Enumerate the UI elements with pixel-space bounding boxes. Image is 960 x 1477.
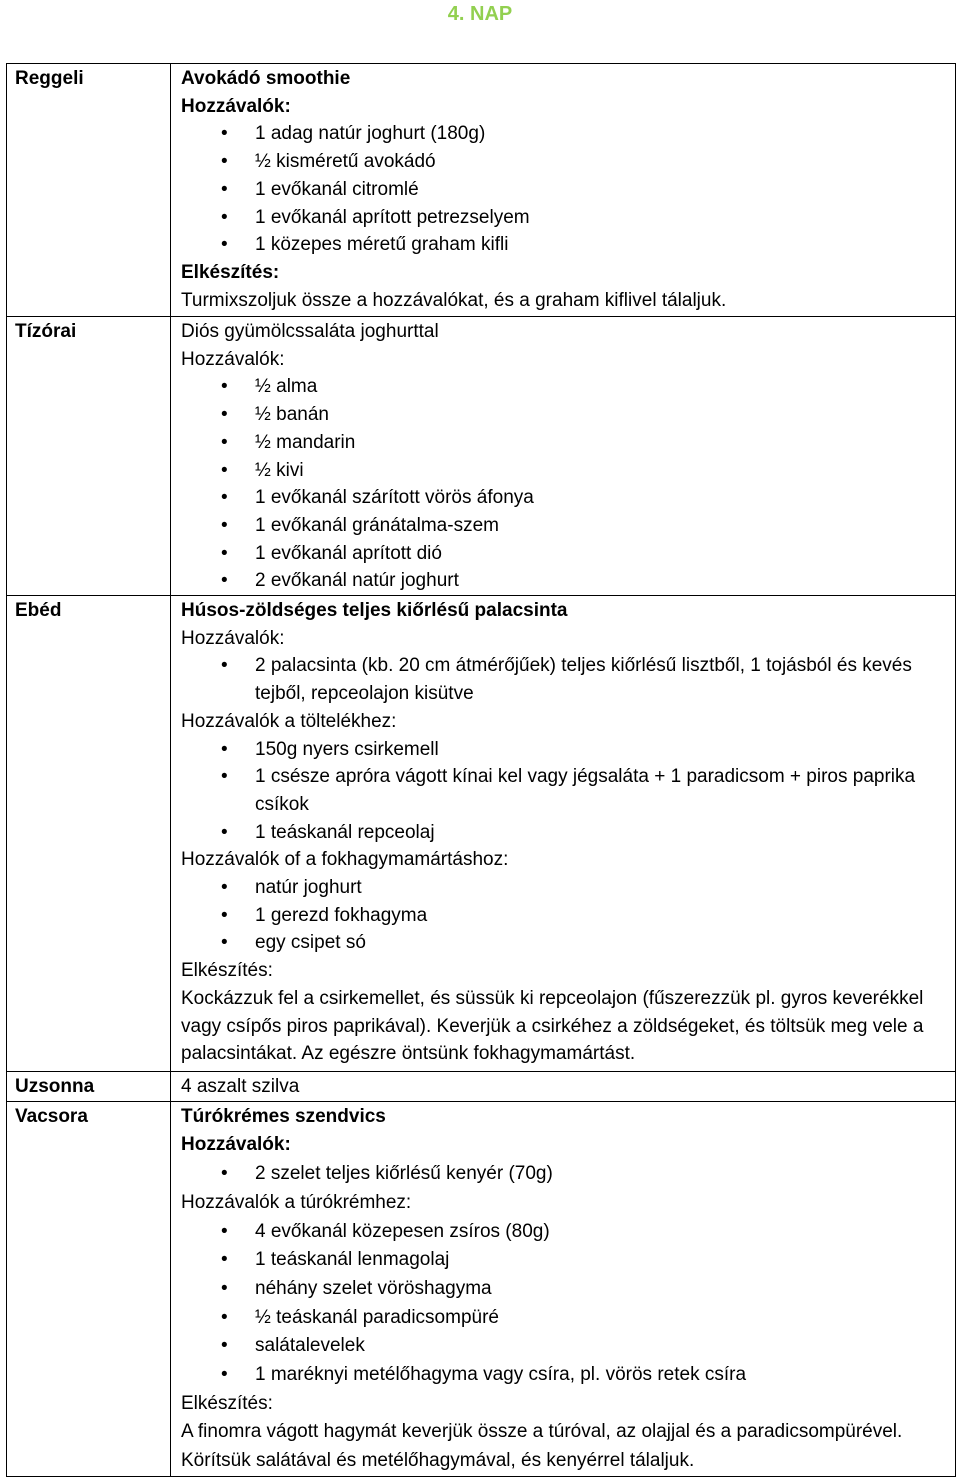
list-item: • 1 evőkanál aprított dió [181, 540, 951, 568]
meal-content-ebed [171, 596, 956, 1072]
list-item: • ½ alma [181, 373, 951, 401]
meal-name-uzsonna: Uzsonna [7, 1072, 171, 1102]
prep-label: Elkészítés: [181, 261, 280, 283]
list-item: • 2 evőkanál natúr joghurt [181, 567, 951, 595]
list-item: • 1 evőkanál szárított vörös áfonya [181, 484, 951, 512]
meal-plan-table [6, 63, 956, 1477]
prep-label: Elkészítés: [181, 960, 273, 982]
meal-row-tizorai [7, 317, 956, 596]
recipe-title: Húsos-zöldséges teljes kiőrlésű palacsinta [181, 600, 568, 622]
list-item: • ½ kivi [181, 457, 951, 485]
filling-list [181, 736, 951, 847]
ingredient-list [181, 120, 951, 259]
page-title: 4. NAP [447, 3, 513, 25]
ingredients-label: Hozzávalók: [181, 348, 285, 370]
list-item: • 1 csésze apróra vágott kínai kel vagy jégsaláta + 1 paradicsom + piros paprika csíkok [181, 763, 951, 818]
sauce-label: Hozzávalók of a fokhagymamártáshoz: [181, 849, 509, 871]
recipe-title: Diós gyümölcssaláta joghurttal [181, 321, 439, 342]
list-item: • 1 teáskanál lenmagolaj [181, 1246, 951, 1275]
list-item: • salátalevelek [181, 1332, 951, 1361]
ingredients-label: Hozzávalók: [181, 627, 285, 649]
list-item: • ½ mandarin [181, 429, 951, 457]
list-item: • ½ kisméretű avokádó [181, 148, 951, 176]
meal-row-vacsora [7, 1101, 956, 1476]
list-item: • 2 szelet teljes kiőrlésű kenyér (70g) [181, 1160, 951, 1189]
meal-name-tizorai: Tízórai [7, 317, 171, 596]
list-item: • 1 gerezd fokhagyma [181, 902, 951, 930]
meal-row-ebed [7, 596, 956, 1072]
list-item: • 4 evőkanál közepesen zsíros (80g) [181, 1218, 951, 1247]
sauce-list [181, 874, 951, 957]
spread-label: Hozzávalók a túrókrémhez: [181, 1191, 412, 1213]
meal-row-reggeli [7, 64, 956, 317]
recipe-title: Túrókrémes szendvics [181, 1105, 386, 1127]
list-item: • 1 evőkanál citromlé [181, 176, 951, 204]
list-item: • 150g nyers csirkemell [181, 736, 951, 764]
prep-label: Elkészítés: [181, 1392, 273, 1414]
meal-content-uzsonna: 4 aszalt szilva [171, 1072, 956, 1102]
filling-label: Hozzávalók a töltelékhez: [181, 710, 397, 732]
prep-text: A finomra vágott hagymát keverjük össze a túróval, az olajjal és a paradicsompürével. Körítsük salátával és metélőhagymával, és kenyérrel tálaljuk. [181, 1421, 903, 1472]
list-item: • 1 evőkanál aprított petrezselyem [181, 204, 951, 232]
list-item: • 1 teáskanál repceolaj [181, 819, 951, 847]
list-item: • 1 adag natúr joghurt (180g) [181, 120, 951, 148]
meal-row-uzsonna [7, 1072, 956, 1102]
meal-name-reggeli: Reggeli [7, 64, 171, 317]
list-item: • 1 evőkanál gránátalma-szem [181, 512, 951, 540]
list-item: • natúr joghurt [181, 874, 951, 902]
list-item: • 2 palacsinta (kb. 20 cm átmérőjűek) teljes kiőrlésű lisztből, 1 tojásból és kevés tejből, repceolajon kisütve [181, 652, 951, 707]
prep-text: Kockázzuk fel a csirkemellet, és süssük ki repceolajon (fűszerezzük pl. gyros keverékkel vagy csípős piros paprikával). Keverjük a csirkéhez a zöldségeket, és töltsük meg vele a palacsintákat. Az egészre öntsünk fokhagymamártást. [181, 987, 924, 1065]
meal-name-ebed: Ebéd [7, 596, 171, 1072]
ingredient-list [181, 373, 951, 595]
meal-name-vacsora: Vacsora [7, 1101, 171, 1476]
list-item: • néhány szelet vöröshagyma [181, 1275, 951, 1304]
ingredient-list [181, 1160, 951, 1189]
recipe-title: Avokádó smoothie [181, 68, 351, 89]
ingredients-label: Hozzávalók: [181, 1134, 291, 1156]
meal-content-reggeli [171, 64, 956, 317]
spread-list [181, 1218, 951, 1390]
list-item: • ½ teáskanál paradicsompüré [181, 1304, 951, 1333]
meal-content-vacsora [171, 1101, 956, 1476]
list-item: • ½ banán [181, 401, 951, 429]
prep-text: Turmixszoljuk össze a hozzávalókat, és a graham kiflivel tálaljuk. [181, 289, 727, 311]
meal-content-tizorai [171, 317, 956, 596]
list-item: • 1 közepes méretű graham kifli [181, 231, 951, 259]
ingredient-list [181, 652, 951, 707]
list-item: • 1 maréknyi metélőhagyma vagy csíra, pl. vörös retek csíra [181, 1361, 951, 1390]
ingredients-label: Hozzávalók: [181, 95, 291, 117]
list-item: • egy csipet só [181, 929, 951, 957]
